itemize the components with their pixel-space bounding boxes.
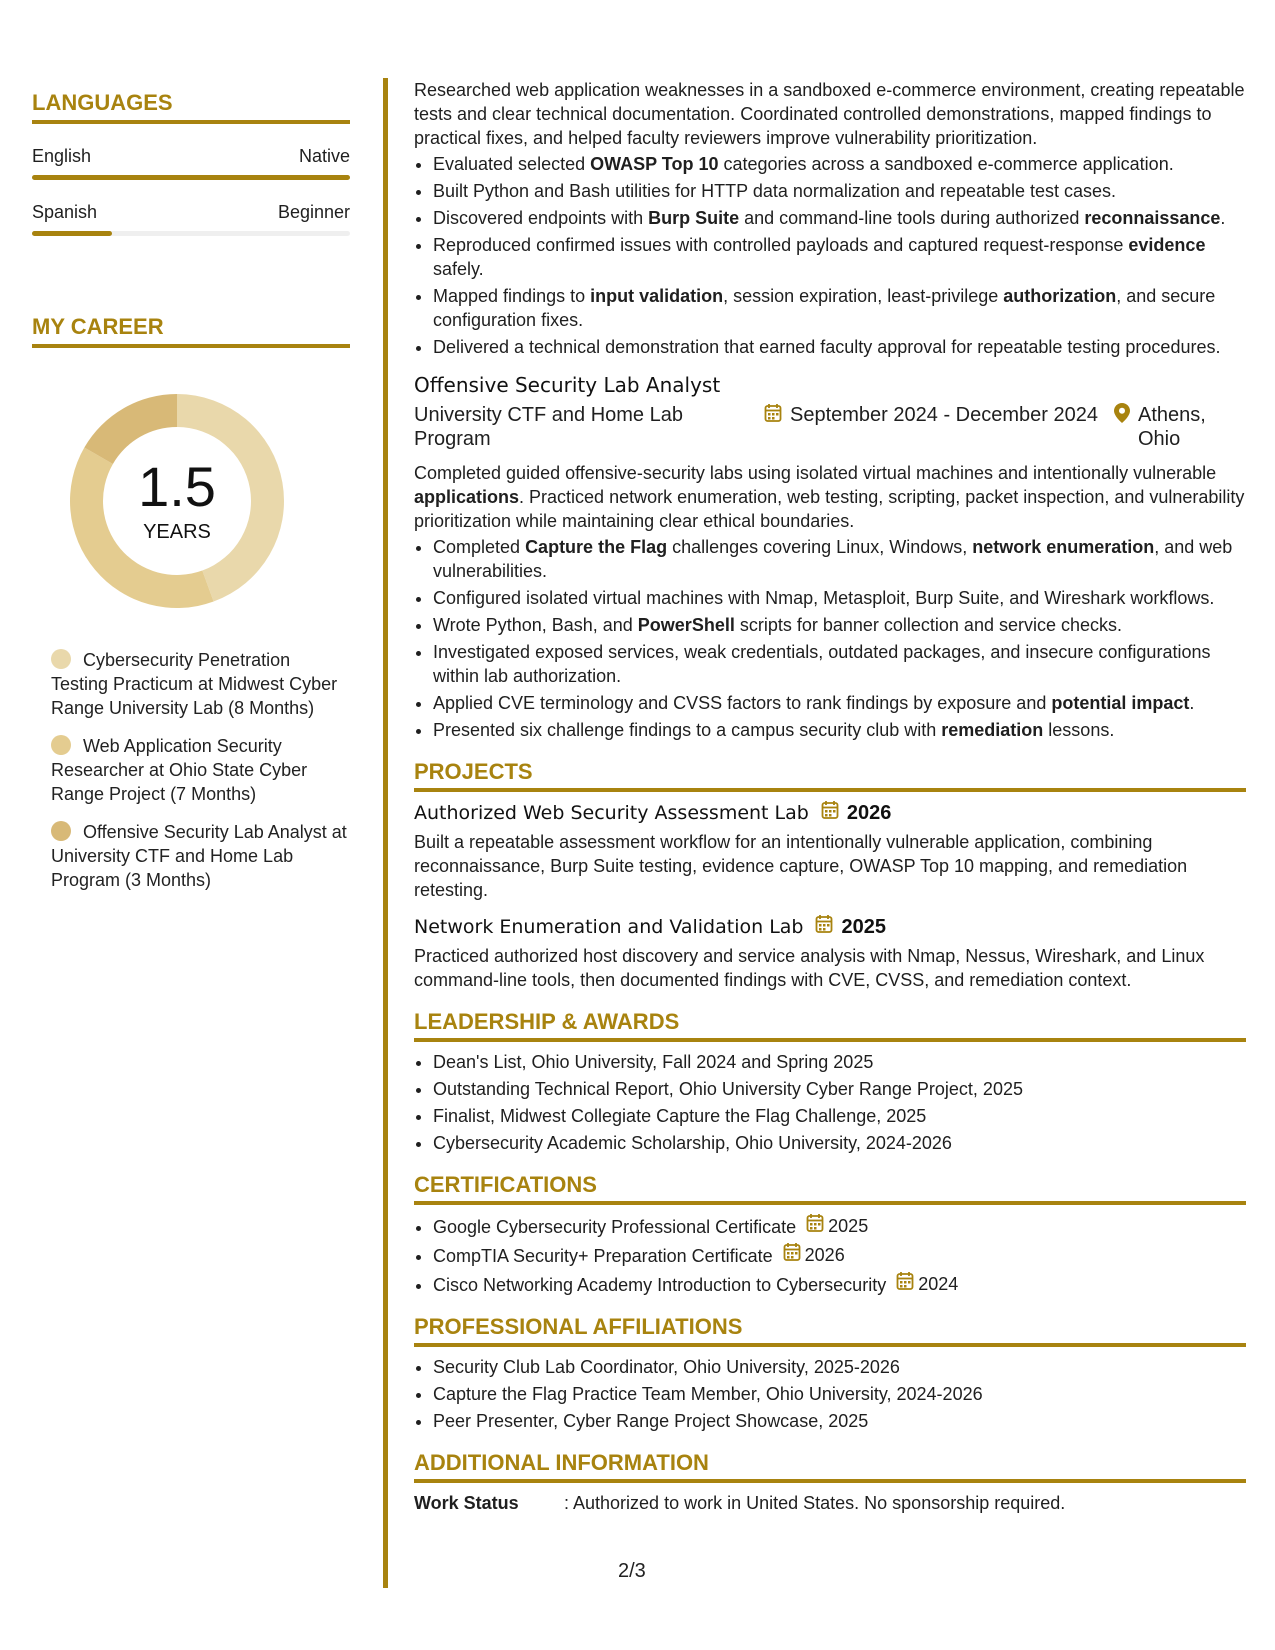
- certification-name: CompTIA Security+ Preparation Certificate: [433, 1246, 773, 1266]
- list-item: • Security Club Lab Coordinator, Ohio University, 2025-2026: [433, 1355, 1246, 1379]
- career-dot: [51, 735, 71, 755]
- text-segment: categories across a sandboxed e-commerce application.: [718, 154, 1174, 174]
- divider-line: [383, 78, 388, 1588]
- location-pin-icon: [1114, 403, 1130, 429]
- text-segment: Wrote Python, Bash, and: [433, 615, 638, 635]
- list-item: [433, 179, 1246, 203]
- language-level: Beginner: [277, 202, 350, 222]
- certifications-list: [414, 1213, 1246, 1297]
- text-segment: .: [1189, 693, 1195, 713]
- list-item: • Capture the Flag Practice Team Member, Ohio University, 2024-2026: [433, 1382, 1246, 1406]
- project-title: Authorized Web Security Assessment Lab: [414, 802, 809, 824]
- career-donut-chart: [62, 386, 292, 616]
- list-item: • Outstanding Technical Report, Ohio University Cyber Range Project, 2025: [433, 1077, 1246, 1101]
- bold-text: OWASP Top 10: [590, 154, 719, 174]
- list-item: [433, 284, 1246, 332]
- project-year: 2026: [846, 802, 892, 824]
- list-item: [433, 233, 1246, 281]
- text-segment: Applied CVE terminology and CVSS factors to rank findings by exposure and: [433, 693, 1052, 713]
- intro-paragraph: Researched web application weaknesses in a sandboxed e-commerce environment, creating repeatable tests and clear technical documentation. Coordinated controlled demonstrations, mapped findings to practical fixes, and helped faculty reviewers improve vulnerability prioritization.: [414, 80, 1245, 148]
- text-segment: Completed guided offensive-security labs using isolated virtual machines and intentionally vulnerable: [414, 463, 1217, 483]
- languages-list: [32, 146, 350, 236]
- affiliations-list: [414, 1355, 1246, 1433]
- text-segment: and command-line tools during authorized: [739, 208, 1085, 228]
- career-list: [32, 648, 350, 892]
- job-title: Offensive Security Lab Analyst: [414, 373, 721, 397]
- list-item: [433, 640, 1246, 688]
- calendar-icon: [815, 914, 833, 940]
- list-item: • Peer Presenter, Cyber Range Project Showcase, 2025: [433, 1409, 1246, 1433]
- sidebar: [32, 90, 350, 906]
- text-segment: Investigated exposed services, weak credentials, outdated packages, and insecure configurations within lab authorization.: [433, 642, 1211, 686]
- certifications-title: CERTIFICATIONS: [414, 1173, 1246, 1205]
- job-org: University CTF and Home Lab Program: [414, 404, 683, 450]
- bold-text: Capture the Flag: [525, 537, 668, 557]
- job-summary: [414, 461, 1246, 533]
- list-item: [433, 718, 1246, 742]
- text-segment: . Practiced network enumeration, web testing, scripting, packet inspection, and vulnerability prioritization while maintaining clear ethical boundaries.: [414, 487, 1245, 531]
- projects-title: PROJECTS: [414, 760, 1246, 792]
- language-bar: [32, 231, 350, 236]
- bold-text: evidence: [1128, 235, 1206, 255]
- certification-year: 2024: [918, 1274, 959, 1294]
- bold-text: Burp Suite: [648, 208, 740, 228]
- job-meta: [414, 403, 1246, 451]
- list-item: [433, 586, 1246, 610]
- text-segment: scripts for banner collection and service checks.: [734, 615, 1123, 635]
- list-item: • Finalist, Midwest Collegiate Capture the Flag Challenge, 2025: [433, 1104, 1246, 1128]
- career-item: [51, 820, 350, 892]
- career-title: MY CAREER: [32, 314, 350, 348]
- list-item: • Cybersecurity Academic Scholarship, Ohio University, 2024-2026: [433, 1131, 1246, 1155]
- language-name: English: [32, 146, 92, 166]
- bold-text: remediation: [941, 720, 1044, 740]
- career-item-text: Web Application Security Researcher at Ohio State Cyber Range Project (7 Months): [51, 736, 308, 804]
- career-item: [51, 734, 350, 806]
- calendar-icon: [764, 403, 782, 429]
- text-segment: challenges covering Linux, Windows,: [667, 537, 973, 557]
- text-segment: Discovered endpoints with: [433, 208, 649, 228]
- work-status-value: : Authorized to work in United States. No sponsorship required.: [564, 1493, 1066, 1513]
- projects-list: [414, 800, 1246, 992]
- language-bar: [32, 175, 350, 180]
- bold-text: potential impact: [1051, 693, 1190, 713]
- calendar-icon: [783, 1242, 801, 1268]
- language-bar-fill: [32, 231, 112, 236]
- bold-text: input validation: [590, 286, 724, 306]
- text-segment: .: [1220, 208, 1226, 228]
- language-bar-fill: [32, 175, 350, 180]
- language-row: [32, 146, 350, 167]
- calendar-icon: [806, 1213, 824, 1239]
- page-number: 2/3: [618, 1560, 646, 1582]
- project-year: 2025: [841, 916, 886, 938]
- list-item: [433, 206, 1246, 230]
- language-name: Spanish: [32, 202, 98, 222]
- calendar-icon: [821, 800, 839, 826]
- career-item: [51, 648, 350, 720]
- job-bullets: [414, 535, 1246, 742]
- bold-text: reconnaissance: [1084, 208, 1221, 228]
- text-segment: safely.: [433, 259, 484, 279]
- career-dot: [51, 821, 71, 841]
- languages-title: LANGUAGES: [32, 90, 350, 124]
- list-item: [433, 613, 1246, 637]
- career-dot: [51, 649, 71, 669]
- project-title-row: [414, 914, 1246, 940]
- bold-text: network enumeration: [972, 537, 1155, 557]
- project-description: Built a repeatable assessment workflow for an intentionally vulnerable application, combining reconnaissance, Burp Suite testing, evidence capture, OWASP Top 10 mapping, and remediation retesting.: [414, 832, 1188, 900]
- list-item: [433, 691, 1246, 715]
- career-item-text: Cybersecurity Penetration Testing Practicum at Midwest Cyber Range University Lab (8 Months): [51, 650, 338, 718]
- list-item: [433, 152, 1246, 176]
- language-level: Native: [298, 146, 350, 166]
- certification-name: Cisco Networking Academy Introduction to Cybersecurity: [433, 1275, 887, 1295]
- text-segment: , session expiration, least-privilege: [723, 286, 1004, 306]
- certification-year-group: [896, 1271, 958, 1297]
- certification-year-group: [783, 1242, 845, 1268]
- text-segment: Completed: [433, 537, 526, 557]
- bold-text: PowerShell: [637, 615, 735, 635]
- intro-bullets: [414, 152, 1246, 359]
- main-content: [414, 78, 1246, 1515]
- text-segment: Built Python and Bash utilities for HTTP data normalization and repeatable test cases.: [433, 181, 1117, 201]
- text-segment: Delivered a technical demonstration that earned faculty approval for repeatable testing procedures.: [433, 337, 1221, 357]
- leadership-title: LEADERSHIP & AWARDS: [414, 1010, 1246, 1042]
- text-segment: , and secure configuration fixes.: [433, 286, 1216, 330]
- project-description: Practiced authorized host discovery and service analysis with Nmap, Nessus, Wireshark, and Linux command-line tools, then documented findings with CVE, CVSS, and remediation context.: [414, 946, 1205, 990]
- text-segment: lessons.: [1043, 720, 1115, 740]
- bold-text: applications: [414, 487, 520, 507]
- list-item: [433, 1271, 1246, 1297]
- list-item: • Dean's List, Ohio University, Fall 2024 and Spring 2025: [433, 1050, 1246, 1074]
- list-item: [433, 1213, 1246, 1239]
- additional-title: ADDITIONAL INFORMATION: [414, 1451, 1246, 1483]
- text-segment: , and web vulnerabilities.: [433, 537, 1233, 581]
- certification-year: 2025: [828, 1216, 869, 1236]
- text-segment: Evaluated selected: [433, 154, 591, 174]
- list-item: [433, 535, 1246, 583]
- job-location: Athens, Ohio: [1138, 404, 1206, 450]
- certification-name: Google Cybersecurity Professional Certificate: [433, 1217, 797, 1237]
- work-status-row: [414, 1491, 1246, 1515]
- list-item: [433, 1242, 1246, 1268]
- text-segment: Mapped findings to: [433, 286, 591, 306]
- list-item: [433, 335, 1246, 359]
- bold-text: authorization: [1003, 286, 1117, 306]
- job-dates: September 2024 - December 2024: [790, 404, 1098, 426]
- calendar-icon: [896, 1271, 914, 1297]
- career-item-text: Offensive Security Lab Analyst at University CTF and Home Lab Program (3 Months): [51, 822, 347, 890]
- text-segment: Presented six challenge findings to a campus security club with: [433, 720, 942, 740]
- text-segment: Reproduced confirmed issues with controlled payloads and captured request-response: [433, 235, 1129, 255]
- text-segment: Configured isolated virtual machines with Nmap, Metasploit, Burp Suite, and Wireshark workflows.: [433, 588, 1215, 608]
- project-title: Network Enumeration and Validation Lab: [414, 916, 804, 938]
- certification-year-group: [806, 1213, 868, 1239]
- career-unit: YEARS: [143, 520, 211, 543]
- project-title-row: [414, 800, 1246, 826]
- work-status-label: Work Status: [414, 1493, 519, 1513]
- career-total: 1.5: [138, 454, 216, 518]
- leadership-list: [414, 1050, 1246, 1155]
- certification-year: 2026: [804, 1245, 845, 1265]
- affiliations-title: PROFESSIONAL AFFILIATIONS: [414, 1315, 1246, 1347]
- language-row: [32, 202, 350, 223]
